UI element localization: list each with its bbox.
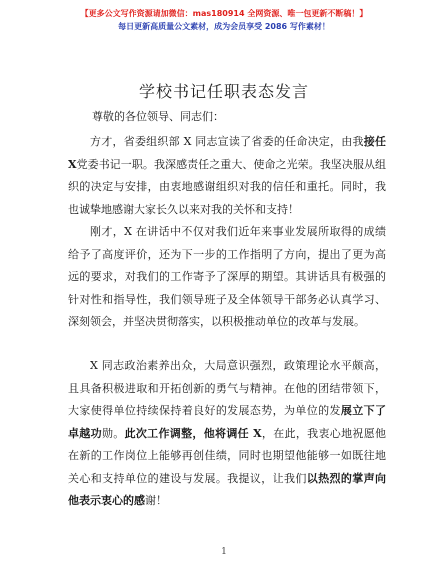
paragraph-3-bold-text-2: 此次工作调整，他将调任 X xyxy=(124,426,262,440)
paragraph-3 xyxy=(68,355,386,513)
paragraph-3-text-a: X 同志政治素养出众，大局意识强烈，政策理论水平颇高，且具备积极进取和开拓创新的勇气与精神。在他的团结带领下，大家使得单位持续保持着良好的发展态势，为单位的发 xyxy=(68,359,386,417)
paragraph-3-bold-text-3: 以热烈的掌声向他表示衷心的感 xyxy=(68,471,387,507)
paragraph-1-text-a: 方才，省委组织部 X 同志宣读了省委的任命决定，由我 xyxy=(90,135,364,148)
document-title: 学校书记任职表态发言 xyxy=(138,82,309,101)
paragraph-3-bold-text-1: 展立下了卓越功 xyxy=(68,404,387,440)
paragraph-3-text-e: ，在此，我衷心地祝愿他在新的工作岗位上能够再创佳绩，同时也期望他能够一如既往地关心和支持单位的建设与发展。我提议，让我们 xyxy=(68,426,387,485)
paragraph-2: 刚才，X 在讲话中不仅对我们近年来事业发展所取得的成绩给予了高度评价，还为下一步的工作指明了方向，提出了更为高远的要求，对我们的工作寄予了深厚的期望。其讲话具有极强的针对性和指导性，我们领导班子及全体领导干部务必认真学习、深刻领会，并坚决贯彻落实，以积极推动单位的改革与发展。 xyxy=(68,225,386,328)
page-number: 1 xyxy=(221,547,227,557)
promo-banner-line-1: 【更多公文写作资源请加微信：mas180914 全网资源、唯一包更新不断稿！】 xyxy=(80,9,368,18)
paragraph-1-text-c: 党委书记一职。我深感责任之重大、使命之光荣。我坚决服从组织的决定与安排，由衷地感谢组织对我的信任和重托。同时，我也诚挚地感谢大家长久以来对我的关怀和支持！ xyxy=(68,157,386,216)
paragraph-1 xyxy=(68,131,386,221)
promo-banner-line-2: 每日更新高质量公文素材，成为会员享受 2086 写作素材！ xyxy=(118,22,330,31)
paragraph-1-bold-text: 接任 X xyxy=(68,135,387,171)
paragraph-3-text-g: 谢！ xyxy=(145,494,167,507)
paragraph-3-text-c: 勋。 xyxy=(101,426,125,440)
salutation: 尊敬的各位领导、同志们： xyxy=(92,110,224,123)
